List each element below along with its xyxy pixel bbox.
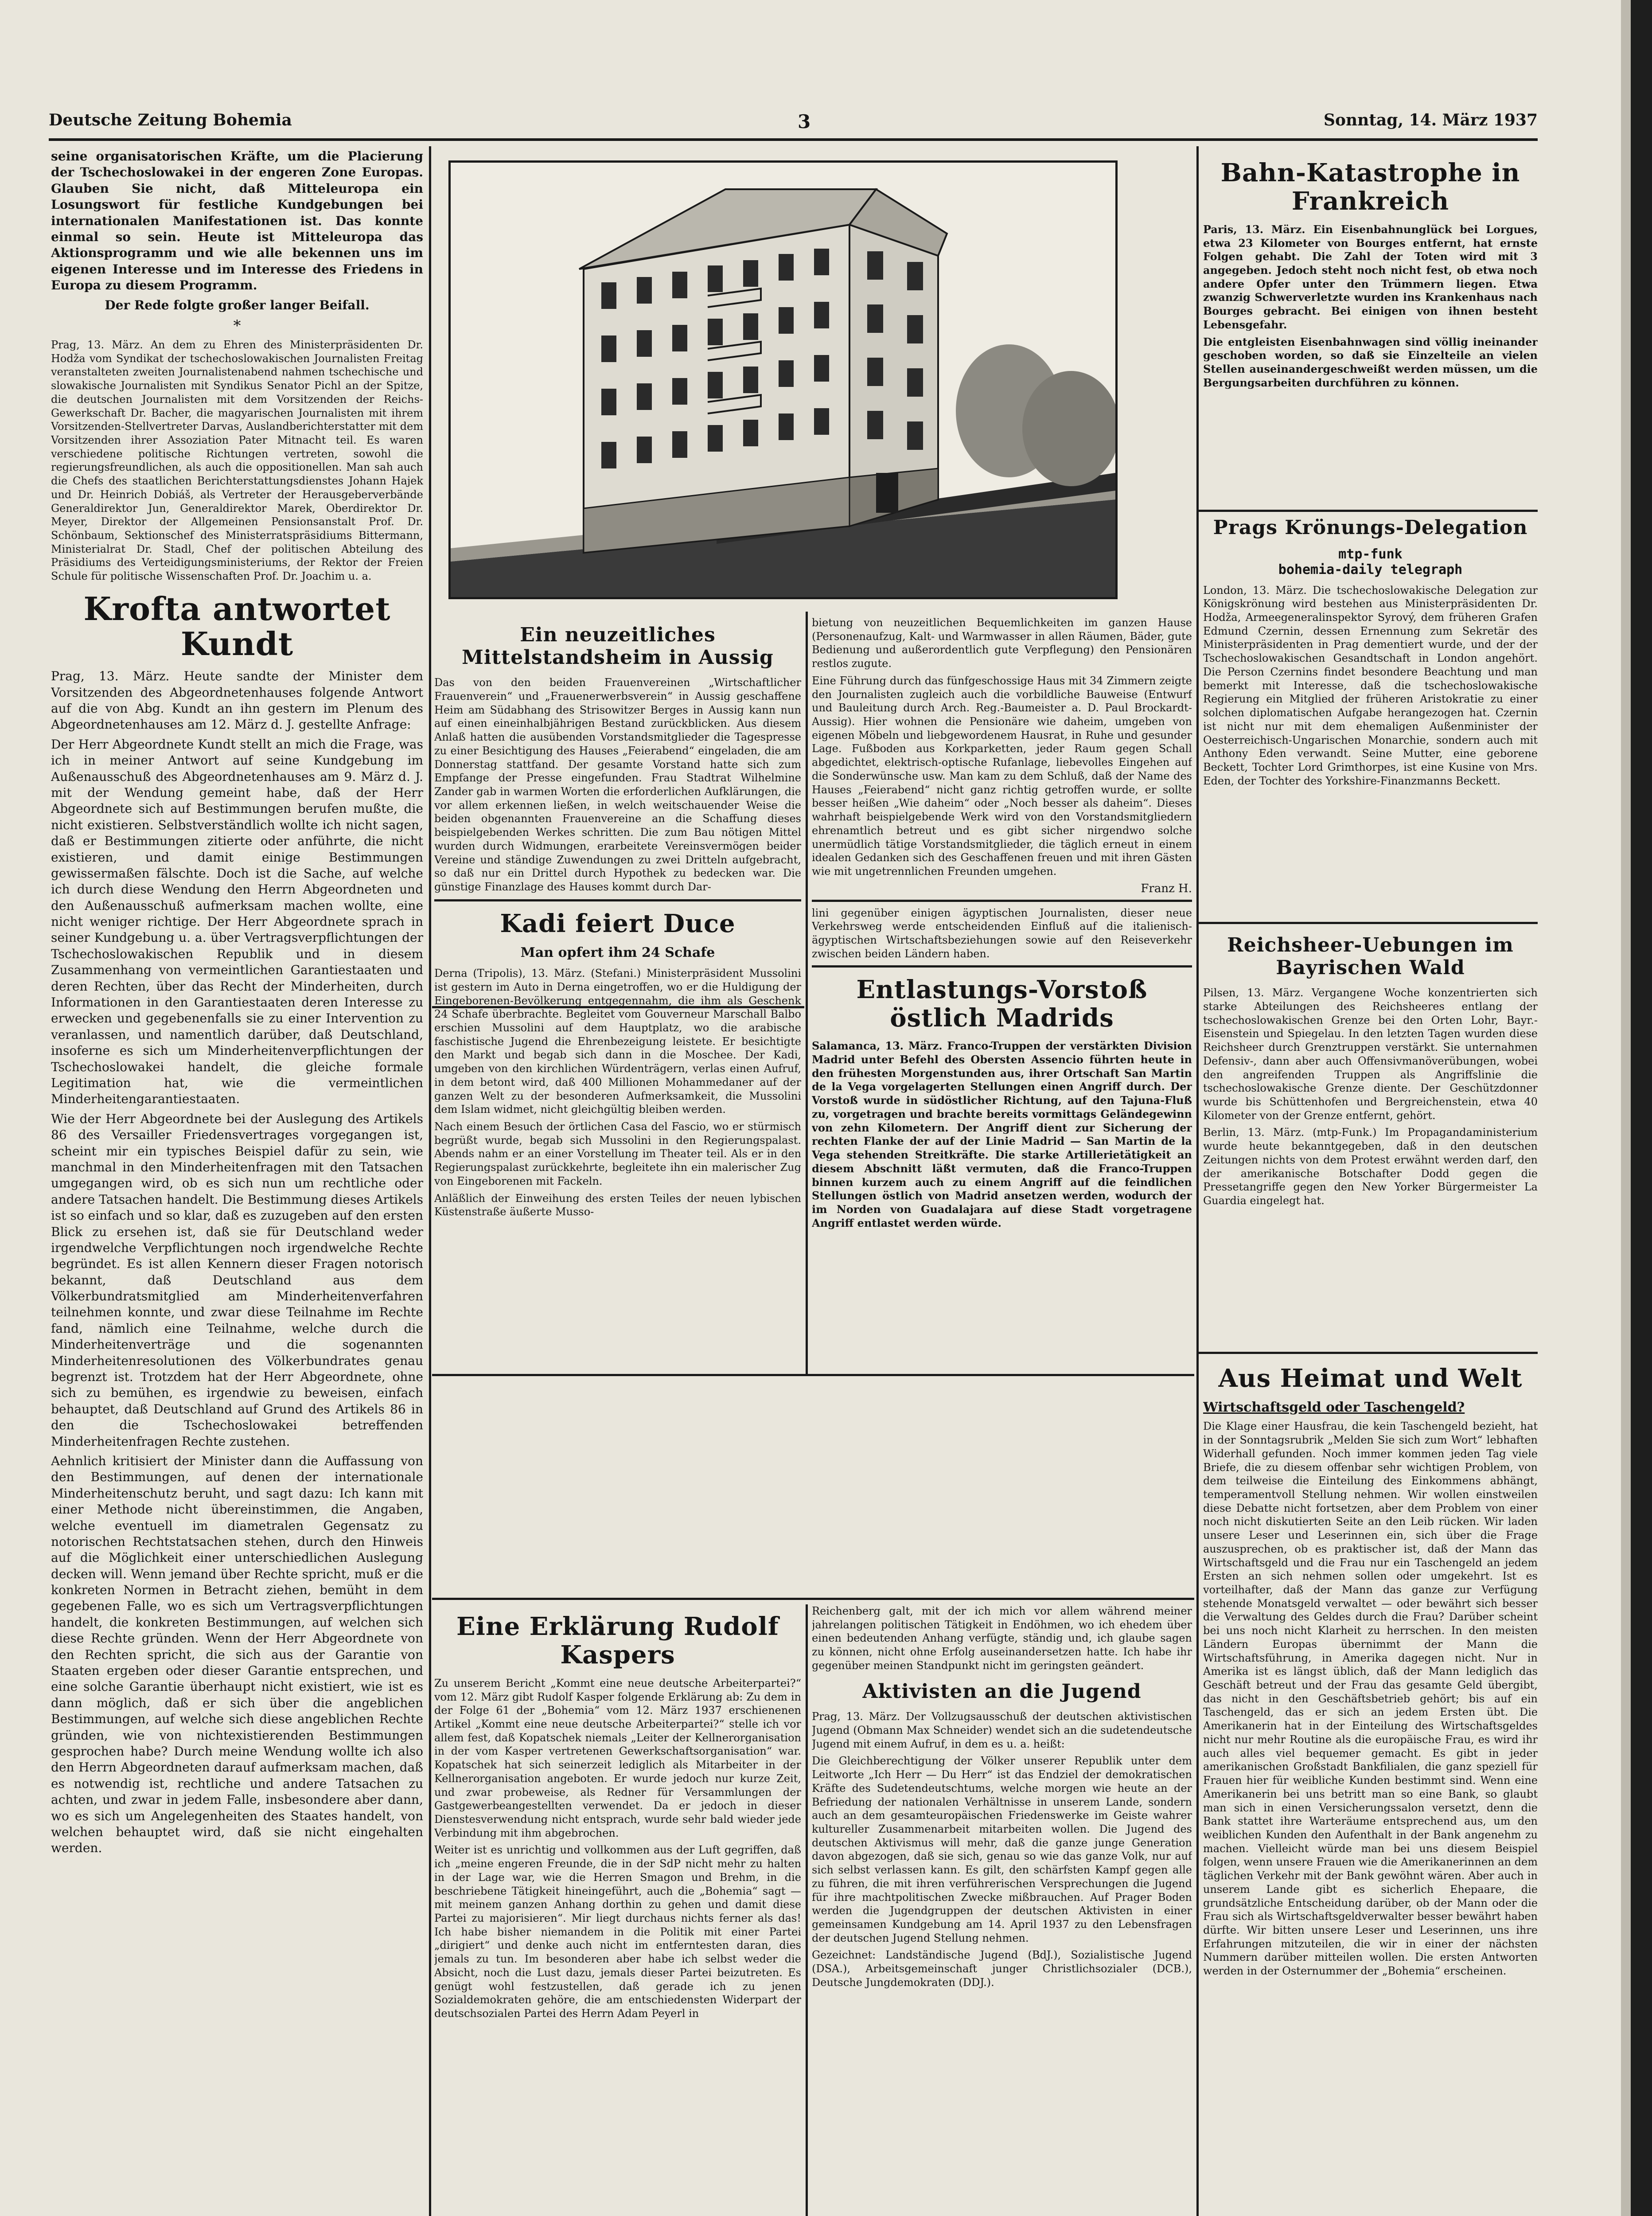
section-rule bbox=[434, 899, 801, 901]
column-2-upper bbox=[434, 616, 801, 1369]
article-text: seine organisatorischen Kräfte, um die Placierung der Tschechoslowakei in der engeren Zone Europas. Glauben Sie nicht, daß Mitteleuropa ein Losungswort für festliche Kundgebungen bei internationalen Manifestationen ist. Das konnte einmal so sein. Heute ist Mitteleuropa das Aktionsprogramm und wie alle bekennen uns im eigenen Interesse und im Interesse des Friedens in Europa zu diesem Programm. bbox=[51, 149, 423, 293]
column-divider-2a bbox=[806, 612, 808, 1374]
article-text: Der Rede folgte großer langer Beifall. bbox=[105, 297, 370, 312]
column-2-lower bbox=[434, 1604, 801, 2216]
column-divider-2b bbox=[806, 1604, 808, 2216]
headline-jugend: Aktivisten an die Jugend bbox=[862, 1680, 1142, 1703]
article-text: Zu unserem Bericht „Kommt eine neue deutsche Arbeiterpartei?“ vom 12. März gibt Rudolf Kasper folgende Erklärung ab: Zu dem in der Folge 61 der „Bohemia“ vom 12. März 1937 erschienenen Artikel „Kommt eine neue deutsche Arbeiterpartei?“ stelle ich vor allem fest, daß Kopatschek niemals „Leiter der Kellnerorganisation in der vom Kasper vertretenen Gewerkschaftsorganisation“ war. Kopatschek hat sich seinerzeit lediglich als Mitarbeiter in der Kellnerorganisation angeboten. Er wurde jedoch nur kurze Zeit, und zwar probeweise, als Redner für Versammlungen der Gastgewerbeangestellten verwendet. Da er jedoch in dieser Dienstesverwendung nicht entsprach, wurde sehr bald wieder jede Verbindung mit ihm abgebrochen. bbox=[434, 1677, 801, 1839]
column-4-bahn bbox=[1203, 151, 1538, 505]
masthead bbox=[49, 111, 1538, 137]
subheadline-kadi: Man opfert ihm 24 Schafe bbox=[520, 945, 715, 961]
section-rule bbox=[812, 900, 1192, 902]
article-text: Die Klage einer Hausfrau, die kein Taschengeld bezieht, hat in der Sonntagsrubrik „Melden Sie sich zum Wort“ lebhaften Widerhall gefunden. Noch immer kommen jeden Tag viele Briefe, die zu diesem offenbar sehr wichtigen Problem, von dem teilweise die Einteilung des Einkommens abhängt, temperamentvoll Stellung nehmen. Wir wollen einstweilen diese Debatte nicht fortsetzen, aber dem Problem von einer noch nicht diskutierten Seite an den Leib rücken. Wir laden unsere Leser und Leserinnen ein, sich über die Frage auszusprechen, ob es praktischer ist, daß der Mann das Wirtschaftsgeld und die Frau nur ein Taschengeld an jedem Ersten an sich nehmen sollen oder umgekehrt. Ist es vorteilhafter, daß der Mann das ganze zur Verfügung stehende Monatsgeld verwaltet — oder bewährt sich besser die Verwaltung des Geldes durch die Frau? Darüber scheint bei uns noch nicht Klarheit zu herrschen. In den meisten Ländern Europas übernimmt der Mann die Wirtschaftsführung, in Amerika dagegen nicht. Nur in Amerika ist es längst üblich, daß der Mann lediglich das Geschäft betreut und der Frau das gesamte Geld übergibt, das nicht in den Geschäftsbetrieb gehört; bis auf ein Taschengeld, das er sich an jedem Ersten übt. Die Amerikanerin hat in der Einteilung des Wirtschaftsgeldes nicht nur mehr Routine als die europäische Frau, es wird ihr auch alles viel bequemer gemacht. Es gibt in jeder amerikanischen Großstadt Bankfilialen, die ganz speziell für Frauen hier für weibliche Kunden bestimmt sind. Wenn eine Amerikanerin bei uns betritt man so eine Bank, so glaubt man sich in einen Versicherungssalon versetzt, denn die Bank stattet ihre Warteräume entsprechend aus, um den weiblichen Kunden den Aufenthalt in der Bank angenehm zu machen. Vielleicht würde man bei uns diesem Beispiel folgen, wenn unsere Frauen wie die Amerikanerinnen an dem täglichen Verkehr mit der Bank gewöhnt wären. Aber auch in unserem Lande gibt es sicherlich Ehepaare, die grundsätzliche Entscheidung darüber, ob der Mann oder die Frau sich als Wirtschaftsgeldverwalter besser bewährt haben dürfte. Wir bitten unsere Leser und Leserinnen, uns ihre Erfahrungen mitzuteilen, die wir in einer der nächsten Nummern darüber mitteilen wollen. Die ersten Antworten werden in der Osternummer der „Bohemia“ erscheinen. bbox=[1203, 1420, 1538, 1978]
article-text: Das von den beiden Frauenvereinen „Wirtschaftlicher Frauenverein“ und „Frauenerwerbsverein“ in Aussig geschaffene Heim am Südabhang des Strisowitzer Berges in Aussig kann nun auf einen eineinhalbjährigen Bestand zurückblicken. Aus diesem Anlaß hatten die ausübenden Vorstandsmitglieder die Tagespresse zu einer Besichtigung des Hauses „Feierabend“ eingeladen, die am Donnerstag stattfand. Der gesamte Vorstand hatte sich zum Empfange der Presse eingefunden. Frau Stadtrat Wilhelmine Zander gab in warmen Worten die erforderlichen Aufklärungen, die vor allem erkennen ließen, in welch weitschauender Weise die beiden obgenannten Frauenvereine an die Schaffung dieses beispielgebenden Werkes schritten. Die zum Bau nötigen Mittel wurden durch Widmungen, erarbeitete Vereinsvermögen beider Vereine und ständige Zuwendungen zu zwei Dritteln aufgebracht, so daß nur ein Drittel durch Hypothek zu bedecken war. Die günstige Finanzlage des Hauses kommt durch Dar- bbox=[434, 676, 801, 893]
headline-kundt: Krofta antwortet Kundt bbox=[83, 589, 391, 663]
column-4-heimat bbox=[1203, 1356, 1538, 2216]
headline-heimat: Aus Heimat und Welt bbox=[1218, 1364, 1523, 1393]
section-rule-mid bbox=[432, 1374, 1194, 1376]
column-4-kroenung bbox=[1203, 514, 1538, 920]
headline-madrid: Entlastungs-Vorstoß östlich Madrids bbox=[856, 975, 1148, 1033]
article-text: Prag, 13. März. Der Vollzugsausschuß der deutschen aktivistischen Jugend (Obmann Max Schneider) wendet sich an die sudetendeutsche Jugend mit einem Aufruf, in dem es u. a. heißt: bbox=[812, 1710, 1192, 1750]
column-3-lower bbox=[812, 1604, 1192, 2216]
headline-kasper: Eine Erklärung Rudolf Kaspers bbox=[456, 1612, 779, 1670]
agency-line: mtp-funk bbox=[1338, 546, 1403, 562]
article-text: Derna (Tripolis), 13. März. (Stefani.) Ministerpräsident Mussolini ist gestern im Auto in Derna eingetroffen, wo er die Huldigung der Eingeborenen-Bevölkerung entgegennahm, die ihm als Geschenk 24 Schafe überbrachte. Begleitet vom Gouverneur Marschall Balbo erschien Mussolini auf dem Hauptplatz, wo die arabische faschistische Jugend die Ehrenbezeigung leistete. Er besichtigte den Markt und begab sich dann in die Moschee. Der Kadi, umgeben von den kirchlichen Würdenträgern, verlas einen Aufruf, in dem betont wird, daß 400 Millionen Mohammedaner auf der ganzen Welt zu der besonderen Aufmerksamkeit, die Mussolini dem Islam widmet, nicht gleichgültig bleiben werden. bbox=[434, 967, 801, 1116]
subheadline-heimat: Wirtschaftsgeld oder Taschengeld? bbox=[1203, 1400, 1465, 1416]
article-text: Reichenberg galt, mit der ich mich vor allem während meiner jahrelangen politischen Tätigkeit in Endöhmen, wo ich ehedem über einen bedeutenden Anhang verfügte, ständig und, ich glaube sagen zu können, nicht ohne Erfolg auseinandersetzen hatte. Ich habe ihr gegenüber meinen Standpunkt nicht im geringsten geändert. bbox=[812, 1605, 1192, 1672]
article-text: Die Gleichberechtigung der Völker unserer Republik unter dem Leitworte „Ich Herr — Du Herr“ ist das Endziel der demokratischen Kräfte des Sudetendeutschtums, welche morgen wie heute an der Befriedung der nationalen Verhältnisse in unserem Lande, sondern auch an dem gesamteuropäischen Friedenswerke im Geiste wahrer kultureller Zusammenarbeit mitarbeiten wollen. Die Jugend des deutschen Aktivismus will mehr, daß die ganze junge Generation davon abgezogen, daß sie sich, genau so wie das ganze Volk, nur auf sich selbst verlassen kann. Es gilt, den schärfsten Kampf gegen alle zu führen, die mit ihren verführerischen Versprechungen die Jugend für ihre machtpolitischen Zwecke mißbrauchen. Auf Prager Boden werden die Jugendgruppen der deutschen Aktivisten in einer gemeinsamen Kundgebung am 14. April 1937 zu den Lebensfragen der deutschen Jugend Stellung nehmen. bbox=[812, 1755, 1192, 1944]
headline-mittelstandsheim: Ein neuzeitliches Mittelstandsheim in Aussig bbox=[462, 624, 774, 669]
building-illustration bbox=[448, 160, 1118, 599]
article-text: Wie der Herr Abgeordnete bei der Auslegung des Artikels 86 des Versailler Friedensvertrages vorgegangen ist, scheint mir ein typisches Beispiel dafür zu sein, wie manchmal in den Minderheitenfragen mit den Tatsachen umgegangen wird, ob es sich nun um rechtliche oder andere Tatsachen handelt. Die Bestimmung dieses Artikels ist so einfach und so klar, daß es zuzugeben auf den ersten Blick zu ersehen ist, daß sie für Deutschland weder irgendwelche Verpflichtungen noch irgendwelche Rechte begründet. Es ist allen Kennern dieser Fragen notorisch bekannt, daß Deutschland aus dem Völkerbundratsmitglied am Minderheitenverfahren teilnehmen konnte, und zwar diese Teilnahme im Rechte fand, nämlich eine Teilnahme, welche durch die Minderheitenverträge und die sogenannten Minderheitenresolutionen des Völkerbundrates genau begrenzt ist. Trotzdem hat der Herr Abgeordnete, ohne sich zu bemühen, es irgendwie zu beweisen, einfach behauptet, daß Deutschland auf Grund des Artikels 86 in den die Tschechoslowakei betreffenden Minderheitenfragen Rechte zustehen. bbox=[51, 1111, 423, 1449]
headline-kroenung: Prags Krönungs-Delegation bbox=[1213, 516, 1528, 539]
column-1 bbox=[51, 148, 423, 2216]
issue-date: Sonntag, 14. März 1937 bbox=[1323, 111, 1538, 129]
article-text: Eine Führung durch das fünfgeschossige Haus mit 34 Zimmern zeigte den Journalisten zugleich auch die vorbildliche Bauweise (Entwurf und Bauleitung durch Arch. Reg.-Baumeister a. D. Paul Brockardt-Aussig). Hier wohnen die Pensionäre wie daheim, umgeben von eigenen Möbeln und liebgewordenem Hausrat, in Ruhe und gesunder Lage. Fußboden aus Korkparketten, jeder Raum gegen Schall abgedichtet, elektrisch-optische Rufanlage, liebevolles Eingehen auf die Sonderwünsche usw. Man kam zu dem Schluß, daß der Name des Hauses „Feierabend“ nicht ganz richtig getroffen wurde, er sollte besser heißen „Wie daheim“ oder „Noch besser als daheim“. Dieses wahrhaft beispielgebende Werk wird von den Vorstandsmitgliedern ehrenamtlich betreut und es gibt sicher nirgendwo solche unermüdlich tätige Vorstandsmitglieder, die täglich erneut in einem idealen Gedanken sich des Geschaffenen freuen und mit ihren Gästen wie mit ungetrennlichen Freunden umgehen. bbox=[812, 674, 1192, 878]
scan-edge-dark bbox=[1631, 0, 1652, 2216]
article-text: bietung von neuzeitlichen Bequemlichkeiten im ganzen Hause (Personenaufzug, Kalt- und Warmwasser in allen Räumen, Bäder, gute Bedienung und außerordentlich gute Verpflegung) den Pensionären restlos zugute. bbox=[812, 616, 1192, 670]
kroenung-bottom-rule bbox=[1199, 922, 1538, 924]
article-text: Nach einem Besuch der örtlichen Casa del Fascio, wo er stürmisch begrüßt wurde, begab sich Mussolini in den Regierungspalast. Abends nahm er an einer Vorstellung im Theater teil. Als er in den Regierungspalast zurückkehrte, begleitete ihn ein malerischer Zug von Eingeborenen mit Fackeln. bbox=[434, 1120, 801, 1187]
masthead-rule bbox=[49, 138, 1538, 141]
heer-bottom-rule bbox=[1199, 1352, 1538, 1354]
column-3-upper bbox=[812, 616, 1192, 1369]
column-4-heer bbox=[1203, 926, 1538, 1350]
article-text: Gezeichnet: Landständische Jugend (BdJ.), Sozialistische Jugend (DSA.), Arbeitsgemeinschaft junger Christlichsozialer (DCB.), Deutsche Jungdemokraten (DDJ.). bbox=[812, 1949, 1192, 1989]
scan-edge-light bbox=[1621, 0, 1631, 2216]
article-text: Berlin, 13. März. (mtp-Funk.) Im Propagandaministerium wurde heute bekanntgegeben, daß in den deutschen Zeitungen nichts von dem Protest erwähnt werden darf, den der amerikanische Botschafter Dodd gegen die Pressetangriffe gegen den New Yorker Bürgermeister La Guardia eingelegt hat. bbox=[1203, 1126, 1538, 1207]
headline-bahn: Bahn-Katastrophe in Frankreich bbox=[1220, 158, 1520, 216]
bahn-bottom-rule bbox=[1199, 510, 1538, 512]
article-text: Aehnlich kritisiert der Minister dann die Auffassung von den Bestimmungen, auf denen der internationale Minderheitenschutz beruht, und sagt dazu: Ich kann mit einer Methode nicht übereinstimmen, die Angaben, welche eventuell im diametralen Gegensatz zu notorischen Rechtstatsachen stehen, durch den Hinweis auf die Möglichkeit einer unterschiedlichen Auslegung decken will. Wenn jemand über Rechte spricht, muß er die konkreten Normen in Betracht ziehen, bemüht in dem gegebenen Falle, wo es sich um Vertragsverpflichtungen handelt, die konkreten Bestimmungen, auf welchen sich diese Rechte gründen. Wenn der Herr Abgeordnete von den Rechten spricht, die sich aus der Garantie von Staaten ergeben oder dieser Garantie entsprechen, und eine solche Garantie überhaupt nicht existiert, wie ist es dann möglich, daß er sich über die angeblichen Bestimmungen, auf welche sich diese angeblichen Rechte gründen, wie von nichtexistierenden Bestimmungen gesprochen habe? Durch meine Wendung wollte ich also den Herrn Abgeordneten darauf aufmerksam machen, daß es notwendig ist, rechtliche und andere Tatsachen zu achten, und zwar in jedem Falle, insbesondere aber dann, wo es sich um Angelegenheiten des Staates handelt, von welchen behauptet wird, daß sie nicht eingehalten werden. bbox=[51, 1453, 423, 1856]
paper-name: Deutsche Zeitung Bohemia bbox=[49, 111, 292, 129]
article-text: Salamanca, 13. März. Franco-Truppen der verstärkten Division Madrid unter Befehl des Obersten Assencio führten heute in den frühesten Morgenstunden aus, ihrer Ortschaft San Martin de la Vega vorgelagerten Stellungen einen Angriff durch. Der Vorstoß wurde in südöstlicher Richtung, auf den Tajuna-Fluß zu, vorgetragen und brachte bereits vormittags Geländegewinn von zehn Kilometern. Der Angriff dient zur Sicherung der rechten Flanke der auf der Linie Madrid — San Martin de la Vega stehenden Streitkräfte. Die starke Artillerietätigkeit an diesem Abschnitt läßt vermuten, daß die Franco-Truppen binnen kurzem auch zu einem Angriff auf die feindlichen Stellungen östlich von Madrid ansetzen werden, wodurch der im Norden von Guadalajara auf diese Stadt vorgetragene Angriff entlastet werden würde. bbox=[812, 1039, 1192, 1229]
agency-line: bohemia-daily telegraph bbox=[1278, 562, 1463, 577]
section-rule-lower bbox=[432, 1598, 1194, 1600]
article-text: London, 13. März. Die tschechoslowakische Delegation zur Königskrönung wird bestehen aus Ministerpräsidenten Dr. Hodža, Armeegeneralinspektor Syrový, dem früheren Grafen Edmund Czernin, dessen Ernennung zum Sekretär des Ministerpräsidenten in Prag dementiert wurde, und der der Tschechoslowakischen Gesandtschaft in London angehört. Die Person Czernins findet besondere Beachtung und man bemerkt mit Interesse, daß die tschechoslowakische Regierung ein Mitglied der früheren Aristokratie zu einer solchen diplomatischen Aufgabe herangezogen hat. Czernin ist nicht nur mit dem ehemaligen Außenminister der Oesterreichisch-Ungarischen Monarchie, sondern auch mit Anthony Eden verwandt. Seine Mutter, eine geborene Beckett, Tochter Lord Grimthorpes, ist eine Kusine von Mrs. Eden, der Tochter des Yorkshire-Finanzmanns Beckett. bbox=[1203, 584, 1538, 787]
article-text: Anläßlich der Einweihung des ersten Teiles der neuen lybischen Küstenstraße äußerte Musso- bbox=[434, 1192, 801, 1218]
headline-heer: Reichsheer-Uebungen im Bayrischen Wald bbox=[1227, 934, 1514, 979]
article-text: Paris, 13. März. Ein Eisenbahnunglück bei Lorgues, etwa 23 Kilometer von Bourges entfernt, hat ernste Folgen gehabt. Die Zahl der Toten wird mit 3 angegeben. Jedoch steht noch nicht fest, ob etwa noch andere Opfer unter den Trümmern liegen. Etwa zwanzig Schwerverletzte wurden ins Krankenhaus nach Bourges gebracht. Bei einigen von ihnen besteht Lebensgefahr. bbox=[1203, 222, 1538, 331]
column-divider-1 bbox=[429, 146, 431, 2216]
article-text: Pilsen, 13. März. Vergangene Woche konzentrierten sich starke Abteilungen des Reichsheeres entlang der tschechoslowakischen Grenze bei den Orten Lohr, Bayr.-Eisenstein und Spiegelau. In den letzten Tagen wurden diese Reichsheer durch Grenztruppen verstärkt. Sie unternahmen Defensiv-, dann aber auch Offensivmanöverübungen, wobei den angreifenden Truppen als Angriffslinie die tschechoslowakische Grenze diente. Der Geschützdonner wurde bis Schüttenhofen und Bergreichenstein, etwa 40 Kilometer von der Grenze entfernt, gehört. bbox=[1203, 987, 1538, 1122]
author-signature: Franz H. bbox=[1141, 882, 1192, 895]
page-number: 3 bbox=[798, 111, 811, 133]
article-text: Prag, 13. März. Heute sandte der Minister dem Vorsitzenden des Abgeordnetenhauses folgende Antwort auf die von Abg. Kundt an ihn gestern im Plenum des Abgeordnetenhauses am 12. März d. J. gestellte Anfrage: bbox=[51, 669, 423, 732]
building-drawing bbox=[451, 163, 1115, 597]
article-text: lini gegenüber einigen ägyptischen Journalisten, dieser neue Verkehrsweg werde entscheidenden Einfluß auf die italienisch-ägyptischen Wirtschaftsbeziehungen sowie auf den Reiseverkehr zwischen beiden Ländern haben. bbox=[812, 906, 1192, 960]
article-text: Der Herr Abgeordnete Kundt stellt an mich die Frage, was ich in meiner Antwort auf seine Kundgebung im Außenausschuß des Abgeordnetenhauses am 9. März d. J. mit der Wendung gemeint habe, daß der Herr Abgeordnete sich auf Bestimmungen berufen mußte, die nicht existieren. Selbstverständlich wollte ich nicht sagen, daß er Bestimmungen zitierte oder anführte, die nicht existieren, und damit einige Bestimmungen gewissermaßen fälschte. Doch ist die Sache, auf welche ich durch diese Wendung den Herrn Abgeordneten und den Außenausschuß aufmerksam machen wollte, eine nicht weniger richtige. Der Herr Abgeordnete sprach in seiner Kundgebung u. a. über Vertragsverpflichtungen der Tschechoslowakischen Republik und in diesem Zusammenhang von vermeintlichen Garantiestaaten und deren Rechten, über das Recht der Minderheiten, durch Informationen in den Garantiestaaten deren Interesse zu erwecken und gegebenenfalls sie zu einer Intervention zu veranlassen, und namentlich darüber, daß Deutschland, insoferne es sich um Minderheitenverpflichtungen der Tschechoslowakei handelt, die gleiche formale Legitimation hat, wie die vermeintlichen Minderheitengarantiestaaten. bbox=[51, 737, 423, 1107]
article-text: Weiter ist es unrichtig und vollkommen aus der Luft gegriffen, daß ich „meine engeren Freunde, die in der SdP nicht mehr zu halten in der Lage war, wie die Herren Smagon und Brehm, in die beschriebene Tätigkeit hineingeführt, auch die „Bohemia“ sagt — mit meinem ganzen Anhang dorthin zu gehen und damit diese Partei zu majorisieren“. Mir liegt durchaus nichts ferner als das! Ich habe bisher niemandem in die Politik mit einer Partei „dirigiert“ und denke auch nicht im entferntesten daran, dies jemals zu tun. Im besonderen aber habe ich selbst weder die Absicht, noch die Lust dazu, jemals dieser Partei beizutreten. Es genügt wohl festzustellen, daß gerade ich zu jenen Sozialdemokraten gehöre, die am entschiedensten Widerpart der deutschsozialen Partei des Herrn Adam Peyerl in bbox=[434, 1844, 801, 2020]
section-rule bbox=[812, 965, 1192, 968]
headline-kadi: Kadi feiert Duce bbox=[500, 909, 736, 938]
article-text: Prag, 13. März. An dem zu Ehren des Ministerpräsidenten Dr. Hodža vom Syndikat der tschechoslowakischen Journalisten Freitag veranstalteten zweiten Journalistenabend nahmen tschechische und slowakische Journalisten mit Syndikus Senator Pichl an der Spitze, die deutschen Journalisten mit dem Vorsitzenden der Reichs-Gewerkschaft Dr. Bacher, die magyarischen Journalisten mit ihrem Vorsitzenden-Stellvertreter Darvas, Auslandberichterstatter mit dem Vorsitzenden ihrer Assoziation Pater Mitnacht teil. Es waren verschiedene politische Richtungen vertreten, sowohl die regierungsfreundlichen, als auch die oppositionellen. Man sah auch die Chefs des staatlichen Berichterstattungsdienstes Johann Hajek und Dr. Heinrich Dobiáš, als Vertreter der Herausgeberverbände Generaldirektor Jun, Generaldirektor Marek, Oberdirektor Dr. Meyer, Direktor der Allgemeinen Pensionsanstalt Prof. Dr. Schönbaum, Sektionschef des Ministerratspräsidiums Bittermann, Ministerialrat Dr. Stadl, Chef der politischen Abteilung des Präsidiums des Verteidigungsministeriums, der Rektor der Freien Schule für politische Wissenschaften Prof. Dr. Joachim u. a. bbox=[51, 338, 423, 583]
column-divider-3 bbox=[1196, 146, 1199, 2216]
article-text: Die entgleisten Eisenbahnwagen sind völlig ineinander geschoben worden, so daß sie Einzelteile an vielen Stellen auseinandergeschweißt werden müssen, um die Bergungsarbeiten durchführen zu können. bbox=[1203, 335, 1538, 389]
separator-star: * bbox=[233, 316, 241, 335]
